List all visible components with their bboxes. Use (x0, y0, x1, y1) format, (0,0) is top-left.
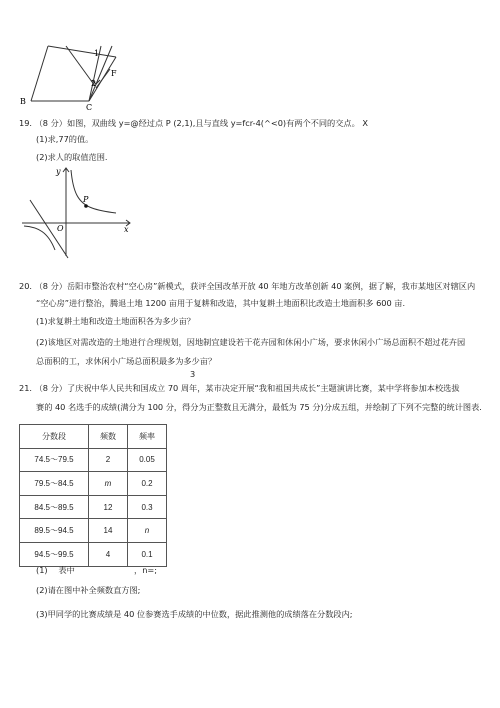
fig-edge-left (31, 46, 48, 101)
table-cell: 0.2 (128, 472, 167, 496)
q20-stem-line1: 20. （8 分）岳阳市整治农村“空心房”新模式，获评全国改革开放 40 年地方改革创新 40 案例，据了解，我市某地区对辖区内 (19, 281, 476, 291)
table-cell: 12 (89, 495, 128, 519)
page-marker: 3 (190, 369, 196, 379)
table-cell: 2 (89, 448, 128, 472)
q21-part1-b: ，n=; (134, 565, 157, 575)
table-cell: 14 (89, 519, 128, 543)
table-cell: m (89, 472, 128, 496)
q21-part2: (2)请在图中补全频数直方图; (36, 585, 141, 595)
q21-part3: (3)甲同学的比赛成绩是 40 位参赛选手成绩的中位数，据此推测他的成绩落在分数段内; (36, 609, 353, 619)
label-C: C (86, 103, 93, 110)
table-header: 频数 (89, 425, 128, 449)
table-cell: 0.3 (128, 495, 167, 519)
frequency-table (19, 424, 167, 567)
table-cell: n (128, 519, 167, 543)
x-axis-label: x (124, 225, 129, 234)
point-P-label: P (83, 195, 89, 204)
label-B: B (20, 97, 26, 106)
label-F: F (111, 69, 117, 78)
point-P (84, 204, 88, 208)
q20-part2-line1: (2)该地区对需改造的土地进行合理规划，因地制宜建设若干花卉园和休闲小广场，要求休闲小广场总面积不超过花卉园 (36, 337, 466, 347)
q19-part2: (2)求人的取值范围. (36, 152, 108, 162)
table-cell: 94.5～99.5 (20, 542, 89, 566)
hyperbola-branch-2 (24, 226, 55, 250)
table-cell: 89.5～94.5 (20, 519, 89, 543)
table-row (20, 472, 167, 496)
label-1: 1 (94, 49, 100, 58)
label-2: 2 (91, 79, 97, 88)
table-row (20, 519, 167, 543)
table-cell: 4 (89, 542, 128, 566)
y-axis-label: y (56, 167, 61, 176)
q20-part1: (1)求复耕土地和改造土地面积各为多少亩？ (36, 316, 195, 326)
q21-part1-a: (1) 表中 (36, 565, 75, 575)
hyperbola-branch-1 (71, 170, 116, 213)
table-cell: 84.5～89.5 (20, 495, 89, 519)
table-cell: 74.5～79.5 (20, 448, 89, 472)
q20-part2-line2: 总面积的工，求休闲小广场总面积最多为多少亩？ (36, 356, 217, 366)
table-row (20, 495, 167, 519)
hyperbola-graph (20, 160, 135, 260)
table-cell: 0.1 (128, 542, 167, 566)
q19-part1: (1)求,77的值。 (36, 134, 94, 144)
table-cell: 0.05 (128, 448, 167, 472)
geometry-figure (0, 0, 140, 110)
origin-label: O (57, 224, 64, 233)
q20-stem-line2: “空心房”进行整治，腾退土地 1200 亩用于复耕和改造，其中复耕土地面积比改造土地面积多 600 亩. (36, 298, 406, 308)
table-row (20, 542, 167, 566)
table-header: 频率 (128, 425, 167, 449)
q21-stem-line1: 21. （8 分）了庆祝中华人民共和国成立 70 周年，某市决定开展“我和祖国共成长”主题演讲比赛，某中学将参加本校选拔 (19, 383, 460, 393)
q21-stem-line2: 赛的 40 名选手的成绩(满分为 100 分，得分为正整数且无满分，最低为 75 分)分成五组，并绘制了下列不完整的统计图表. (36, 402, 482, 412)
table-header-row (20, 425, 167, 449)
table-cell: 79.5～84.5 (20, 472, 89, 496)
fig-edge-top (48, 46, 116, 57)
q19-stem: 19. （8 分）如图，双曲线 y=@经过点 P (2,1),且与直线 y=fcr-4(^<0)有两个不同的交点。 X (19, 118, 369, 128)
table-row (20, 448, 167, 472)
table-header: 分数段 (20, 425, 89, 449)
